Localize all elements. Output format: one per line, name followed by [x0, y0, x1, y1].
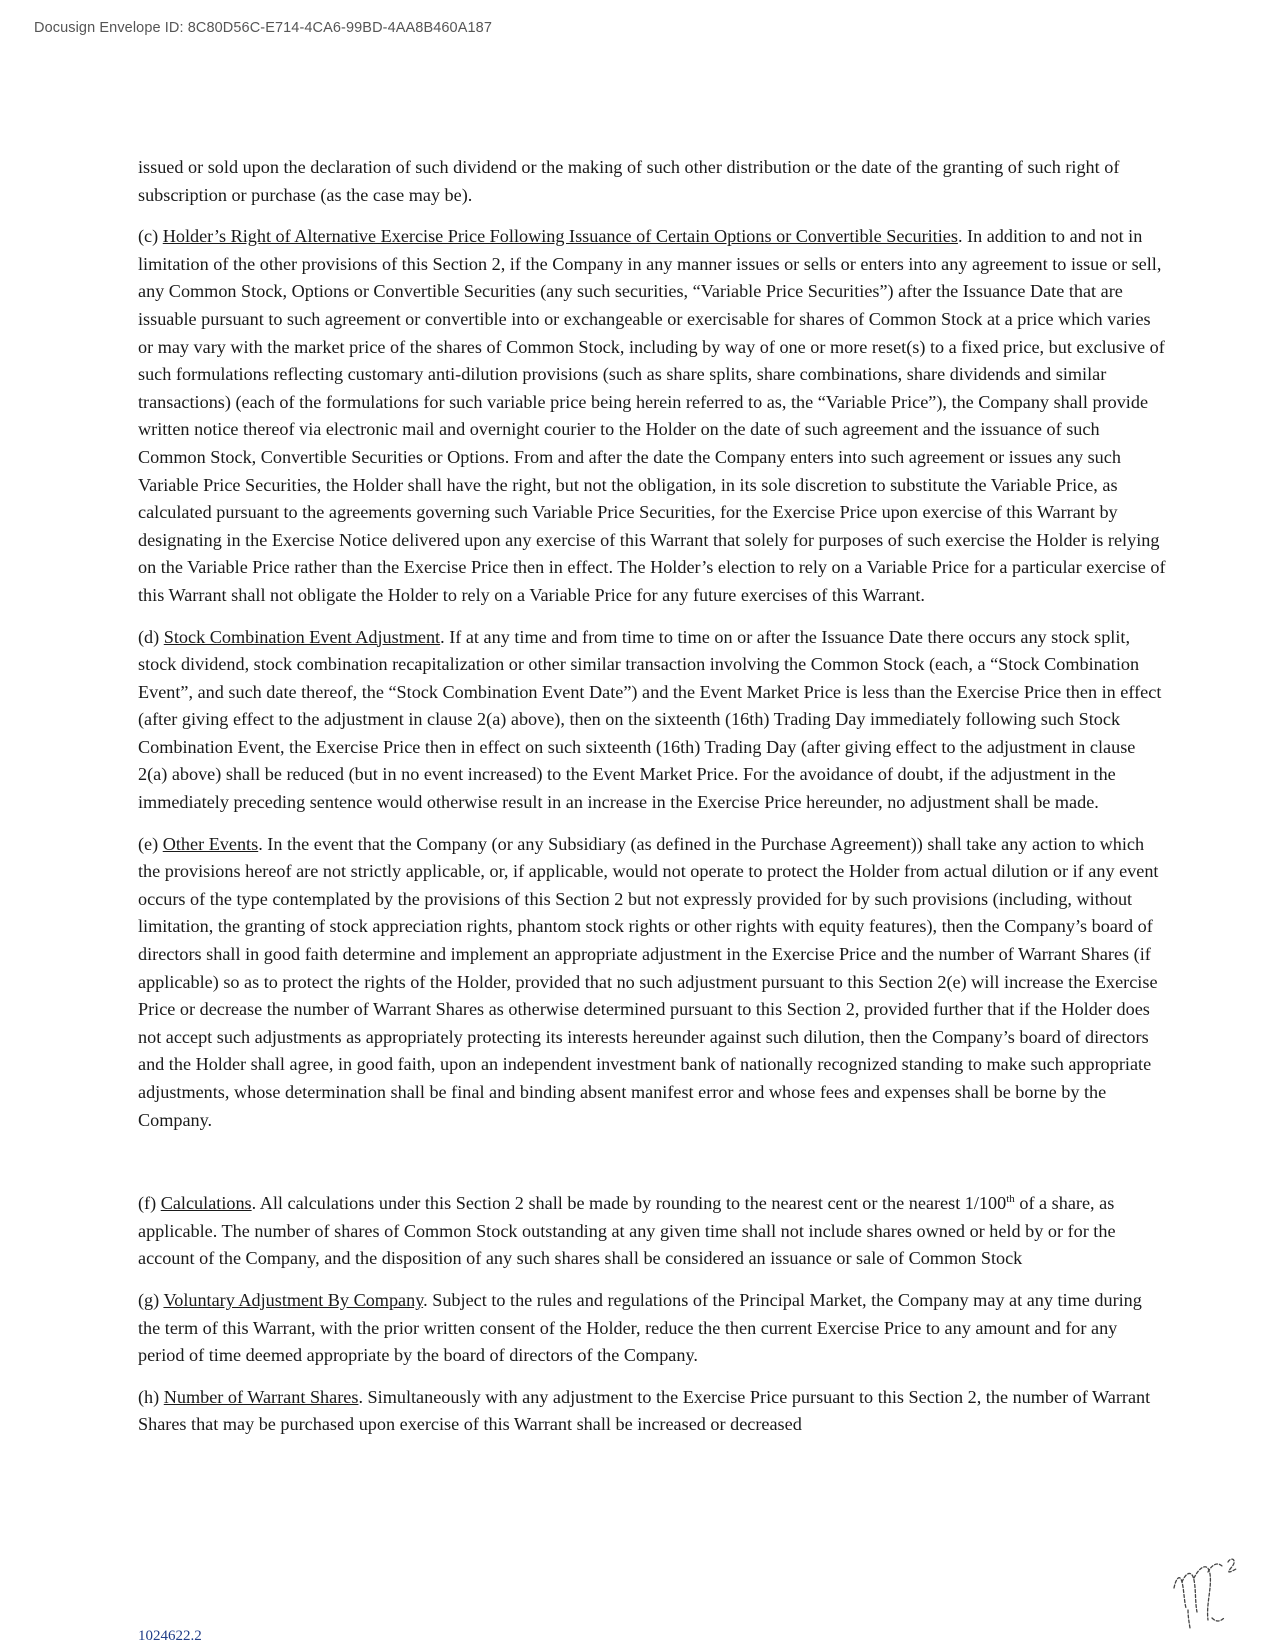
section-c [138, 223, 1168, 609]
section-f-heading: Calculations [160, 1193, 252, 1214]
section-c-label: (c) [138, 226, 163, 247]
section-f-body-end: of a share, as applicable. The number of shares of Common Stock outstanding at any given time shall not include shares owned or held by or for the account of the Company, and the disposition of any such shares shall be considered an issuance or sale of Common Stock [138, 1193, 1116, 1269]
section-f-label: (f) [138, 1193, 161, 1214]
section-g-body: . Subject to the rules and regulations of the Principal Market, the Company may at any time during the term of this Warrant, with the prior written consent of the Holder, reduce the then current Exercise Price to any amount and for any period of time deemed appropriate by the board of directors of the Company. [138, 1289, 1142, 1366]
section-e-heading: Other Events [162, 833, 259, 854]
section-g [138, 1287, 1168, 1370]
section-c-body: . In addition to and not in limitation of the other provisions of this Section 2, if the Company in any manner issues or sells or enters into any agreement to issue or sell, any Common Stock, Options or Convertible Securities (any such securities, “Variable Price Securities”) after the Issuance Date that are issuable pursuant to such agreement or convertible into or exchangeable or exercisable for shares of Common Stock at a price which varies or may vary with the market price of the shares of Common Stock, including by way of one or more reset(s) to a fixed price, but exclusive of such formulations reflecting customary anti-dilution provisions (such as share splits, share combinations, share dividends and similar transactions) (each of the formulations for such variable price being herein referred to as, the “Variable Price”), the Company shall provide written notice thereof via electronic mail and overnight courier to the Holder on the date of such agreement and the issuance of such Common Stock, Convertible Securities or Options. From and after the date the Company enters into such agreement or issues any such Variable Price Securities, the Holder shall have the right, but not the obligation, in its sole discretion to substitute the Variable Price, as calculated pursuant to the agreements governing such Variable Price Securities, for the Exercise Price upon exercise of this Warrant by designating in the Exercise Notice delivered upon any exercise of this Warrant that solely for purposes of such exercise the Holder is relying on the Variable Price rather than the Exercise Price then in effect. The Holder’s election to rely on a Variable Price for a particular exercise of this Warrant shall not obligate the Holder to rely on a Variable Price for any future exercises of this Warrant. [138, 226, 1166, 605]
section-g-heading: Voluntary Adjustment By Company [163, 1289, 424, 1310]
section-g-label: (g) [138, 1289, 164, 1310]
section-e [138, 831, 1168, 1135]
section-f-superscript: th [1006, 1193, 1015, 1206]
section-f [138, 1190, 1168, 1273]
docusign-envelope-id: Docusign Envelope ID: 8C80D56C-E714-4CA6-99BD-4AA8B460A187 [34, 20, 492, 36]
section-h-label: (h) [138, 1386, 164, 1407]
paragraph-continuation: issued or sold upon the declaration of such dividend or the making of such other distribution or the date of the granting of such right of subscription or purchase (as the case may be). [138, 157, 1120, 205]
section-d-label: (d) [138, 626, 164, 647]
section-e-label: (e) [138, 833, 163, 854]
section-f-body-start: . All calculations under this Section 2 shall be made by rounding to the nearest cent or the nearest 1/100 [251, 1193, 1007, 1214]
document-body [138, 154, 1168, 1453]
section-d-body: . If at any time and from time to time on or after the Issuance Date there occurs any stock split, stock dividend, stock combination recapitalization or other similar transaction involving the Common Stock (each, a “Stock Combination Event”, and such date thereof, the “Stock Combination Event Date”) and the Event Market Price is less than the Exercise Price then in effect (after giving effect to the adjustment in clause 2(a) above), then on the sixteenth (16th) Trading Day immediately following such Stock Combination Event, the Exercise Price then in effect on such sixteenth (16th) Trading Day (after giving effect to the adjustment in clause 2(a) above) shall be reduced (but in no event increased) to the Event Market Price. For the avoidance of doubt, if the adjustment in the immediately preceding sentence would otherwise result in an increase in the Exercise Price hereunder, no adjustment shall be made. [138, 626, 1162, 813]
section-e-body: . In the event that the Company (or any Subsidiary (as defined in the Purchase Agreement)) shall take any action to which the provisions hereof are not strictly applicable, or, if applicable, would not operate to protect the Holder from actual dilution or if any event occurs of the type contemplated by the provisions of this Section 2 but not expressly provided for by such provisions (including, without limitation, the granting of stock appreciation rights, phantom stock rights or other rights with equity features), then the Company’s board of directors shall in good faith determine and implement an appropriate adjustment in the Exercise Price and the number of Warrant Shares (if applicable) so as to protect the rights of the Holder, provided that no such adjustment pursuant to this Section 2(e) will increase the Exercise Price or decrease the number of Warrant Shares as otherwise determined pursuant to this Section 2, provided further that if the Holder does not accept such adjustments as appropriately protecting its interests hereunder against such dilution, then the Company’s board of directors and the Holder shall agree, in good faith, upon an independent investment bank of nationally recognized standing to make such appropriate adjustments, whose determination shall be final and binding absent manifest error and whose fees and expenses shall be borne by the Company. [138, 833, 1159, 1130]
handwritten-initials-icon [1168, 1548, 1246, 1634]
section-d [138, 624, 1168, 817]
document-number: 1024622.2 [138, 1628, 202, 1644]
section-d-heading: Stock Combination Event Adjustment [163, 626, 441, 647]
section-h-heading: Number of Warrant Shares [163, 1386, 359, 1407]
section-c-heading: Holder’s Right of Alternative Exercise Price Following Issuance of Certain Options or Convertible Securities [162, 226, 958, 247]
section-h-body: . Simultaneously with any adjustment to the Exercise Price pursuant to this Section 2, the number of Warrant Shares that may be purchased upon exercise of this Warrant shall be increased or decreased [138, 1386, 1151, 1435]
section-h [138, 1384, 1168, 1439]
